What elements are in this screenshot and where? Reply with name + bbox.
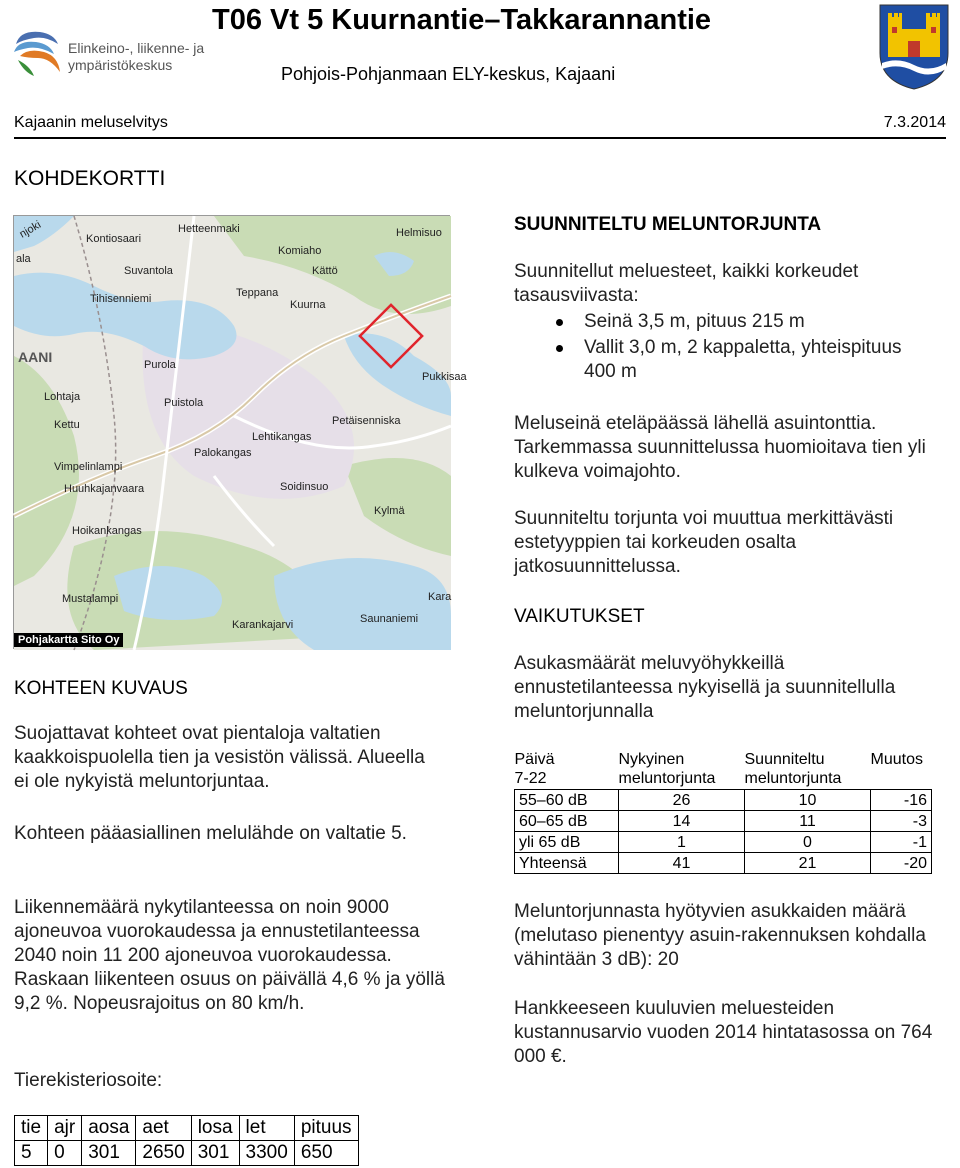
map-label: Pukkisaa <box>422 371 467 383</box>
table-cell: 1 <box>619 832 745 853</box>
list-item: Vallit 3,0 m, 2 kappaletta, yhteispituus 400 m <box>514 336 934 384</box>
map-label: ala <box>16 253 31 265</box>
table-row <box>15 1116 359 1141</box>
table-cell: 14 <box>619 811 745 832</box>
table-cell: 301 <box>82 1141 136 1166</box>
table-cell: 41 <box>619 853 745 874</box>
map-label: AANI <box>18 349 53 365</box>
barriers-intro: Suunnitellut meluesteet, kaikki korkeudet tasausviivasta: <box>514 261 859 306</box>
logo-line-1: Elinkeino-, liikenne- ja <box>68 40 205 56</box>
table-header-cell: Päivä 7-22 <box>515 750 619 790</box>
card-heading: KOHDEKORTTI <box>14 167 166 190</box>
impacts-intro: Asukasmäärät meluvyöhykkeillä ennustetilanteessa nykyisellä ja suunnitellulla meluntorjunnalla <box>514 653 896 722</box>
map-label: Palokangas <box>194 447 252 459</box>
map-label: Vimpelinlampi <box>54 461 123 473</box>
map-label: Hoikankangas <box>72 525 142 537</box>
map-credit: Pohjakartta Sito Oy <box>14 633 123 647</box>
document-date: 7.3.2014 <box>883 114 946 131</box>
table-cell: -3 <box>871 811 932 832</box>
page-title: T06 Vt 5 Kuurnantie–Takkarannantie <box>212 4 712 36</box>
table-header-row <box>515 750 932 790</box>
map-label: Kuurna <box>290 299 326 311</box>
map-label: Purola <box>144 359 176 371</box>
ely-logo-text <box>68 40 204 74</box>
map-label: njoki <box>17 218 44 241</box>
map-label: Kettu <box>54 419 80 431</box>
table-header-cell: let <box>239 1116 294 1141</box>
table-cell: 55–60 dB <box>515 790 619 811</box>
table-cell: 5 <box>15 1141 48 1166</box>
table-row <box>515 811 932 832</box>
road-register-table <box>14 1115 359 1166</box>
map-label: Kara <box>428 591 452 603</box>
table-header-cell: aet <box>136 1116 191 1141</box>
table-header-cell: aosa <box>82 1116 136 1141</box>
map-label: Tihisenniemi <box>90 293 152 305</box>
table-row <box>515 853 932 874</box>
map-svg <box>14 216 467 650</box>
table-row <box>515 832 932 853</box>
planned-protection-heading: SUUNNITELTU MELUNTORJUNTA <box>514 214 822 235</box>
page-subtitle: Pohjois-Pohjanmaan ELY-keskus, Kajaani <box>281 64 616 84</box>
map-label: Lohtaja <box>44 391 81 403</box>
site-map <box>13 215 467 649</box>
kajaani-crest-icon <box>878 3 950 91</box>
map-label: Huuhkajanvaara <box>64 483 145 495</box>
table-cell: 0 <box>48 1141 82 1166</box>
table-cell: Yhteensä <box>515 853 619 874</box>
table-cell: 60–65 dB <box>515 811 619 832</box>
table-header-cell: tie <box>15 1116 48 1141</box>
road-register-label: Tierekisteriosoite: <box>14 1070 163 1091</box>
residents-impact-table <box>514 750 932 874</box>
map-label: Kättö <box>312 265 338 277</box>
table-cell: 2650 <box>136 1141 191 1166</box>
beneficiaries-paragraph: Meluntorjunnasta hyötyvien asukkaiden määrä (melutaso pienentyy asuin-rakennuksen kohdalla vähintään 3 dB): 20 <box>514 901 926 970</box>
table-row <box>515 790 932 811</box>
traffic-volume-paragraph: Liikennemäärä nykytilanteessa on noin 9000 ajoneuvoa vuorokaudessa ja ennustetilanteessa 2040 noin 11 200 ajoneuvoa vuorokaudessa. Raskaan liikenteen osuus on päivällä 4,6 % ja yöllä 9,2 %. Nopeusrajoitus on 80 km/h. <box>14 897 445 1014</box>
table-cell: 11 <box>745 811 871 832</box>
table-header-cell: pituus <box>294 1116 358 1141</box>
design-change-paragraph: Suunniteltu torjunta voi muuttua merkittävästi estetyyppien tai korkeuden osalta jatkosuunnittelussa. <box>514 508 894 577</box>
map-label: Komiaho <box>278 245 322 257</box>
logo-line-2: ympäristökeskus <box>68 57 173 73</box>
table-cell: 3300 <box>239 1141 294 1166</box>
map-label: Karankajarvi <box>232 619 294 631</box>
table-cell: -20 <box>871 853 932 874</box>
map-label: Suvantola <box>124 265 173 277</box>
map-label: Kylmä <box>374 505 405 517</box>
table-row <box>15 1141 359 1166</box>
site-description-paragraph: Suojattavat kohteet ovat pientaloja valtatien kaakkoispuolella tien ja vesistön välissä. Alueella ei ole nykyistä meluntorjuntaa. <box>14 723 425 792</box>
map-label: Mustalampi <box>62 593 119 605</box>
table-cell: 650 <box>294 1141 358 1166</box>
noise-source-paragraph: Kohteen pääasiallinen melulähde on valtatie 5. <box>14 823 407 844</box>
map-label: Helmisuo <box>396 227 442 239</box>
map-label: Soidinsuo <box>280 481 329 493</box>
cost-estimate-paragraph: Hankkeeseen kuuluvien meluesteiden kustannusarvio vuoden 2014 hintatasossa on 764 000 €. <box>514 998 933 1067</box>
table-cell: 21 <box>745 853 871 874</box>
table-cell: -16 <box>871 790 932 811</box>
table-header-cell: Muutos <box>871 750 932 790</box>
barrier-list <box>514 310 934 386</box>
site-description-heading: KOHTEEN KUVAUS <box>14 678 188 699</box>
map-label: Hetteenmaki <box>178 223 240 235</box>
map-label: Teppana <box>236 287 279 299</box>
table-cell: yli 65 dB <box>515 832 619 853</box>
map-label: Kontiosaari <box>86 233 142 245</box>
map-label: Lehtikangas <box>252 431 312 443</box>
table-cell: 0 <box>745 832 871 853</box>
map-label: Saunaniemi <box>360 613 419 625</box>
map-label: Puistola <box>164 397 204 409</box>
document-name: Kajaanin meluselvitys <box>14 114 168 131</box>
table-cell: 10 <box>745 790 871 811</box>
header-divider <box>14 137 946 139</box>
list-item: Seinä 3,5 m, pituus 215 m <box>514 310 934 334</box>
impacts-heading: VAIKUTUKSET <box>514 606 645 627</box>
table-header-cell: Nykyinen meluntorjunta <box>619 750 745 790</box>
table-header-cell: Suunniteltu meluntorjunta <box>745 750 871 790</box>
table-cell: 26 <box>619 790 745 811</box>
table-header-cell: losa <box>191 1116 239 1141</box>
map-label: Petäisenniska <box>332 415 401 427</box>
ely-logo-icon <box>10 26 64 78</box>
barrier-note-paragraph: Meluseinä eteläpäässä lähellä asuintonttia. Tarkemmassa suunnittelussa huomioitava tien yli kulkeva voimajohto. <box>514 413 926 482</box>
table-header-cell: ajr <box>48 1116 82 1141</box>
table-cell: 301 <box>191 1141 239 1166</box>
table-cell: -1 <box>871 832 932 853</box>
